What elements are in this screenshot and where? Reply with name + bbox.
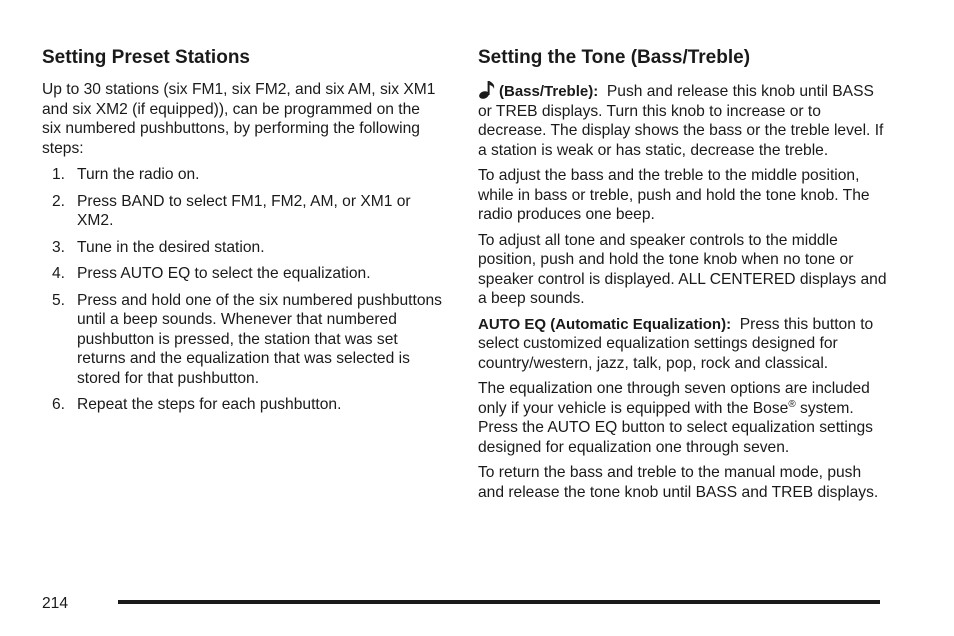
step-text: Press AUTO EQ to select the equalization.: [77, 265, 371, 282]
step-number: 3.: [52, 238, 66, 256]
step-item: [42, 192, 442, 231]
step-item: [42, 395, 442, 415]
step-item: [42, 165, 442, 185]
preset-steps-list: [42, 165, 442, 415]
left-column: [42, 46, 442, 415]
step-text: Tune in the desired station.: [77, 238, 265, 256]
registered-mark: ®: [788, 398, 796, 410]
step-text: Turn the radio on.: [77, 166, 200, 183]
step-number: 2.: [52, 192, 66, 210]
auto-eq-text: Press this button to select customized equalization settings designed for country/western, jazz, talk, pop, rock and classical.: [478, 315, 874, 372]
preset-intro: Up to 30 stations (six FM1, six FM2, and six AM, six XM1 and six XM2 (if equipped)), can be programmed on the six numbered pushbuttons, by performing the following steps:: [42, 81, 436, 157]
step-text: Repeat the steps for each pushbutton.: [77, 396, 342, 413]
auto-eq-label: AUTO EQ (Automatic Equalization):: [478, 315, 732, 333]
tone-paragraph: [478, 80, 888, 160]
music-note-icon: [478, 80, 496, 99]
step-item: [42, 238, 442, 258]
page-number: 214: [42, 595, 69, 612]
bose-text-2: system. Press the AUTO EQ button to select equalization settings designed for equalization one through seven.: [478, 399, 873, 456]
footer-rule: [118, 600, 880, 604]
tone-text: Push and release this knob until BASS or TREB displays. Turn this knob to increase or to decrease. The display shows the bass or the treble level. If a station is weak or has static, decrease the treble.: [478, 83, 884, 159]
auto-eq-paragraph: [478, 315, 888, 374]
step-item: [42, 291, 442, 389]
step-number: 6.: [52, 396, 66, 413]
bose-text-1: The equalization one through seven options are included only if your vehicle is equipped with the Bose: [478, 380, 870, 417]
tone-label: (Bass/Treble):: [499, 83, 599, 100]
manual-mode-paragraph: To return the bass and treble to the manual mode, push and release the tone knob until BASS and TREB displays.: [478, 464, 879, 501]
step-text: Press BAND to select FM1, FM2, AM, or XM1 or XM2.: [77, 192, 411, 229]
step-item: [42, 264, 442, 284]
section-heading-preset-stations: Setting Preset Stations: [42, 47, 250, 68]
all-centered-paragraph: To adjust all tone and speaker controls to the middle position, push and hold the tone knob when no tone or speaker control is displayed. ALL CENTERED displays and a beep sounds.: [478, 231, 887, 307]
right-column: [478, 46, 888, 508]
step-number: 1.: [52, 166, 66, 183]
section-heading-tone: Setting the Tone (Bass/Treble): [478, 47, 751, 68]
step-text: Press and hold one of the six numbered pushbuttons until a beep sounds. Whenever that numbered pushbutton is pressed, the station that was set returns and the equalization that was selected is stored for that pushbutton.: [77, 291, 442, 387]
step-number: 5.: [52, 291, 66, 309]
bose-paragraph: [478, 379, 888, 457]
middle-position-paragraph: To adjust the bass and the treble to the middle position, while in bass or treble, push and hold the tone knob. The radio produces one beep.: [478, 167, 870, 223]
step-number: 4.: [52, 265, 66, 282]
